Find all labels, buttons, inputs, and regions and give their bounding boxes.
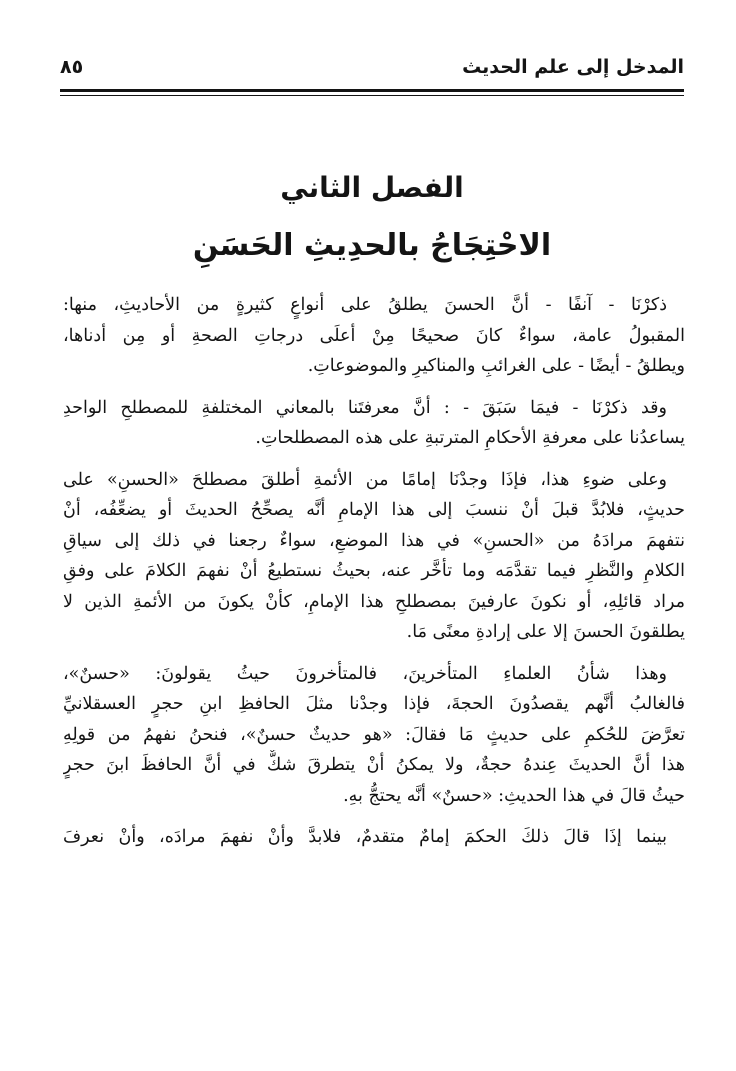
page-header <box>60 52 684 86</box>
chapter-title: الاحْتِجَاجُ بالحدِيثِ الحَسَنِ <box>192 228 552 263</box>
text-line: ويطلقُ - أيضًا - على الغرائبِ والمناكيرِ والموضوعاتِ. <box>307 356 685 376</box>
text-line: الكلامِ والنَّظرِ فيما تقدَّمَه وما تأخَّر عنه، بحيثُ نستطيعُ أنْ نفهمَ الكلامَ على وفقِ <box>63 561 685 581</box>
text-line: بينما إذَا قالَ ذلكَ الحكمَ إمامٌ متقدمٌ، فلابدَّ وأنْ نفهمَ مرادَه، وأنْ نعرفَ <box>63 827 667 847</box>
text-line: يساعدُنا على معرفةِ الأحكامِ المترتبةِ على هذه المصطلحاتِ. <box>255 428 685 448</box>
text-line: مراد قائلِهِ، أو نكونَ عارفينَ بمصطلحِ هذا الإمامِ، كأنْ يكونَ من الأئمةِ الذين لا <box>63 591 685 612</box>
running-title: المدخل إلى علم الحديث <box>462 56 684 78</box>
text-line: حيثُ قالَ في هذا الحديثِ: «حسنٌ» أنَّه يحتجُّ بهِ. <box>343 785 685 806</box>
text-line: فالغالبُ أنَّهم يقصدُونَ الحجةَ، فإذا وجدْنا مثلَ الحافظِ ابنِ حجرٍ العسقلانيِّ <box>63 694 685 714</box>
text-line: وهذا شأنُ العلماءِ المتأخرينَ، فالمتأخرونَ حيثُ يقولونَ: «حسنٌ»، <box>63 663 667 684</box>
text-line: وعلى ضوءِ هذا، فإذَا وجدْنَا إمامًا من الأئمةِ أطلقَ مصطلحَ «الحسنِ» على <box>63 469 667 490</box>
paragraph <box>63 822 685 853</box>
paragraph <box>63 393 685 454</box>
header-rule-thin <box>60 95 684 96</box>
text-line: نتفهمَ مرادَهُ من «الحسنِ» في هذا الموضعِ، سواءٌ رجعنا في ذلك إلى سياقِ <box>63 530 685 551</box>
page-number: ٨٥ <box>60 56 84 78</box>
text-line: ذكرْنَا - آنفًا - أنَّ الحسنَ يطلقُ على أنواعٍ كثيرةٍ من الأحاديثِ، منها: <box>63 295 667 315</box>
paragraph <box>63 290 685 382</box>
text-line: هذا أنَّ الحديثَ عِندهُ حجةٌ، ولا يمكنُ أنْ يتطرقَ شكٌّ في أنَّ الحافظَ ابنَ حجرٍ <box>63 755 685 775</box>
text-line: يطلقونَ الحسنَ إلا على إرادةِ معنًى مَا. <box>406 622 685 642</box>
paragraph <box>63 465 685 648</box>
chapter-label: الفصل الثاني <box>280 171 464 204</box>
header-rule-thick <box>60 89 684 92</box>
paragraph <box>63 659 685 812</box>
text-line: المقبولُ عامة، سواءٌ كانَ صحيحًا مِنْ أعلَى درجاتِ الصحةِ أو مِن أدناها، <box>63 325 685 346</box>
text-line: تعرَّضَ للحُكمِ على حديثٍ مَا فقالَ: «هو حديثٌ حسنٌ»، فنحنُ نفهمُ من قولِهِ <box>63 724 685 745</box>
text-line: وقد ذكرْنَا - فيمَا سَبَقَ - : أنَّ معرفتَنا بالمعاني المختلفةِ للمصطلحِ الواحدِ <box>63 397 667 418</box>
body-text <box>63 290 685 864</box>
text-line: حديثٍ، فلابُدَّ قبلَ أنْ ننسبَ إلى هذا الإمامِ أنَّه يصحِّحُ الحديثَ أو يضعِّفُه، أنْ <box>63 500 685 520</box>
